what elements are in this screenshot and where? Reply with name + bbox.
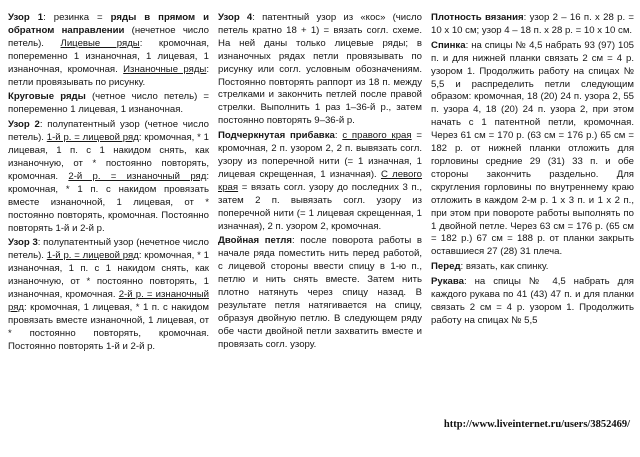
text-run: : кромочная, * 1 изнаночная, 1 п. с 1 накидом снять, как изнаночную, от * постоянно повторять, 1 изнаночная, кромочная. — [8, 250, 210, 301]
bold-term: Узор 4 — [218, 12, 253, 23]
text-run: : кромочная, попеременно 1 изнаночная, 1 лицевая, 1 изнаночная, кромочная. — [8, 37, 210, 75]
underlined-label: 1-й р. = лицевой ряд — [46, 250, 139, 262]
paragraph — [8, 91, 209, 117]
paragraph — [8, 119, 209, 235]
bold-term: Подчеркнутая прибавка — [218, 130, 335, 142]
text-run: = вязать согл. узору до последних 3 п., затем 2 п. вывязать согл. узору из поперечной нити (= 1 лицевая скрещенная, 1 изначная), 2 п. узором 2, кромочная. — [218, 181, 423, 232]
text-run: : вязать, как спинку. — [460, 261, 549, 273]
bold-term: Рукава — [431, 276, 464, 288]
bold-term: Круговые ряды — [8, 91, 86, 103]
text-run: (четное число петель) = попеременно 1 лицевая, 1 изнаночная. — [8, 91, 210, 116]
paragraph — [431, 276, 634, 328]
text-run: : патентный узор из «кос» (число петель кратно 18 + 1) = вязать согл. схеме. На ней даны только лицевые ряды; в изнаночных рядах петли провязывать по рисунку или согл. условным обозначениям. Постоянно повторять раппорт из 18 п. между стрелками и закончить петлей после правой стрелки. Выполнить 1 раз 1–36-й р., затем постоянно повторять 9–36-й р. — [218, 12, 423, 127]
text-run: : резинка = — [43, 12, 111, 23]
text-run: : — [334, 130, 343, 142]
text-run: : полупатентный узор (четное число петель). — [8, 119, 209, 144]
watermark-url: http://www.liveinternet.ru/users/3852469/ — [443, 419, 630, 430]
text-run: : петли провязывать по рисунку. — [8, 63, 210, 88]
bold-term: ряды в прямом и обратном направлении — [8, 12, 210, 36]
paragraph — [218, 235, 422, 351]
text-run: : на спицы № 4,5 набрать для каждого рукава по 41 (43) 47 п. и для планки связать 2 см = 4 р. узором 1. Продолжить работу на спицах № 5,5 — [431, 276, 635, 326]
bold-term: Двойная петля — [218, 235, 292, 247]
bold-term: Перед — [431, 261, 461, 273]
paragraph — [218, 130, 422, 233]
underlined-label: Лицевые ряды — [60, 37, 140, 49]
underlined-label: 2-й р. = изнаночный ряд — [8, 289, 210, 313]
bold-term: Узор 2 — [8, 119, 40, 131]
text-run: : кромочная, 1 лицевая, * 1 п. с накидом провязать вместе изнаночной, 1 лицевая, от * постоянно повторять, кромочная. Постоянно повторять 1-й и 2-й р. — [8, 301, 210, 352]
paragraph — [431, 261, 634, 274]
paragraph — [431, 12, 634, 38]
column-1 — [8, 12, 209, 354]
text-run: : кромочная, * 1 п. с накидом провязать вместе изнаночной, 1 лицевая, от * постоянно повторять, кромочная. Постоянно повторять 1-й и 2-й р. — [8, 170, 210, 234]
paragraph — [8, 12, 209, 89]
underlined-label: с правого края — [342, 130, 412, 142]
paragraph — [8, 237, 209, 353]
bold-term: Спинка — [431, 39, 466, 51]
text-columns — [8, 12, 634, 354]
column-2 — [218, 12, 422, 352]
underlined-label: Изнаночные ряды — [123, 63, 207, 75]
paragraph — [218, 12, 422, 128]
bold-term: Узор 3 — [8, 237, 38, 249]
text-run: : узор 2 – 16 п. х 28 р. = 10 х 10 см; узор 4 – 18 п. х 28 р. = 10 х 10 см. — [431, 12, 635, 36]
underlined-label: С левого края — [218, 168, 423, 193]
bold-term: Узор 1 — [8, 12, 44, 23]
underlined-label: 1-й р. = лицевой ряд — [46, 132, 139, 144]
text-run: (нечетное число петель). — [8, 24, 210, 49]
text-run: : кромочная, * 1 лицевая, 1 п. с 1 накидом снять, как изнаночную, от * постоянно повторять, кромочная. — [8, 132, 210, 182]
paragraph — [431, 40, 634, 259]
column-3 — [431, 12, 634, 328]
underlined-label: 2-й р. = изнаночный ряд — [68, 170, 207, 182]
bold-term: Плотность вязания — [431, 12, 524, 23]
text-run: = кромочная, 2 п. узором 2, 2 п. вывязать согл. узору из поперечной нити (= 1 изначная, 1 лицевая скрещенная, 1 изначная). — [218, 130, 423, 180]
text-run: : полупатентный узор (нечетное число петель). — [8, 237, 210, 262]
text-run: : после поворота работы в начале ряда поместить нить перед работой, с лицевой стороны ввести спицу в 1-ю п., петлю и нить снять вместе. Затем нить плотно натянуть через спицу назад. В результате петля натягивается на спицу, образуя двойную петлю. В следующем ряду обе части двойной петли захватить вместе и провязать согл. узору. — [218, 235, 423, 350]
text-run: : на спицы № 4,5 набрать 93 (97) 105 п. и для нижней планки связать 2 см = 4 р. узором 1. Продолжить работу на спицах № 5,5 и распределить петли следующим образом: кромочная, 18 (20) 24 п. узора 2, 55 п. узора 4, 18 (20) 24 п. узора 2, при этом начать с 1 патентной петли, кромочная. Через 61 см = 170 р. (63 см = 176 р.) 65 см = 182 р. от нижней планки отложить для горловины средние 29 (31) 33 п. и обе стороны закончить раздельно. Для скругления горловины по внутреннему краю отложить в каждом 2-м р. 1 х 3 п. и 1 х 2 п., при этом при повороте работы выполнять по 1 двойной петле. Через 63 см = 176 р. (65 см = 182 р.) 67 см = 188 р. от планки закрыть оставшиеся 27 (28) 31 плеча. — [431, 39, 635, 258]
